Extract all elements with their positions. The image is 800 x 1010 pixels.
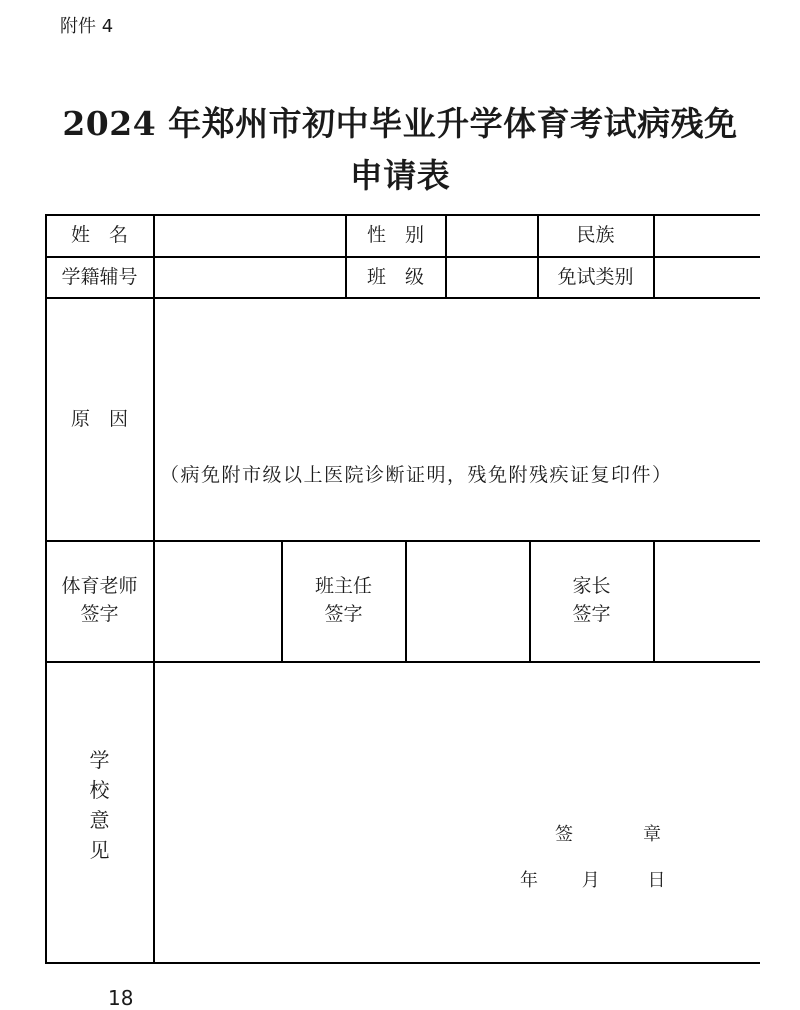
exempt-type-label: 免试类别 bbox=[557, 265, 634, 288]
school-opinion-char: 校 bbox=[89, 778, 110, 802]
form-title-line1: 2024 年郑州市初中毕业升学体育考试病残免 bbox=[62, 104, 738, 143]
reason-note: （病免附市级以上医院诊断证明，残免附残疾证复印件） bbox=[160, 464, 673, 486]
pe-teacher-label-line1: 体育老师 bbox=[61, 575, 138, 598]
ethnicity-field[interactable] bbox=[655, 216, 759, 255]
pe-teacher-label-line2: 签字 bbox=[80, 603, 119, 625]
class-field[interactable] bbox=[447, 258, 536, 296]
date-month: 月 bbox=[581, 870, 600, 891]
class-label: 班 级 bbox=[366, 265, 424, 288]
exempt-type-field[interactable] bbox=[655, 258, 759, 296]
parent-label-line1: 家长 bbox=[572, 575, 611, 598]
attachment-label: 附件 4 bbox=[60, 16, 114, 37]
homeroom-label-line2: 签字 bbox=[324, 603, 363, 625]
student-id-field[interactable] bbox=[155, 258, 344, 296]
student-id-label: 学籍辅号 bbox=[61, 265, 138, 288]
school-opinion-char: 意 bbox=[89, 808, 110, 832]
name-label: 姓 名 bbox=[70, 224, 128, 247]
gender-field[interactable] bbox=[447, 216, 536, 255]
gender-label: 性 别 bbox=[366, 224, 424, 247]
reason-label: 原 因 bbox=[70, 407, 128, 430]
homeroom-label-line1: 班主任 bbox=[314, 575, 372, 598]
school-opinion-label bbox=[46, 740, 153, 870]
pe-teacher-label bbox=[46, 541, 153, 661]
pe-teacher-signature-field[interactable] bbox=[155, 542, 280, 660]
date-line bbox=[520, 866, 665, 892]
name-field[interactable] bbox=[155, 216, 344, 255]
parent-label-line2: 签字 bbox=[572, 603, 611, 625]
parent-label bbox=[530, 541, 653, 661]
date-year: 年 bbox=[520, 870, 538, 891]
homeroom-signature-field[interactable] bbox=[407, 542, 528, 660]
date-day: 日 bbox=[647, 870, 666, 891]
parent-signature-field[interactable] bbox=[655, 542, 759, 660]
seal-label: 签 章 bbox=[555, 824, 687, 845]
page-number: 18 bbox=[108, 986, 134, 1010]
school-opinion-field[interactable] bbox=[155, 663, 759, 803]
reason-field[interactable] bbox=[155, 299, 759, 449]
school-opinion-char: 见 bbox=[89, 838, 110, 862]
homeroom-teacher-label bbox=[282, 541, 405, 661]
form-title-line2: 申请表 bbox=[349, 156, 451, 195]
ethnicity-label: 民族 bbox=[576, 224, 615, 247]
school-opinion-char: 学 bbox=[89, 748, 110, 772]
